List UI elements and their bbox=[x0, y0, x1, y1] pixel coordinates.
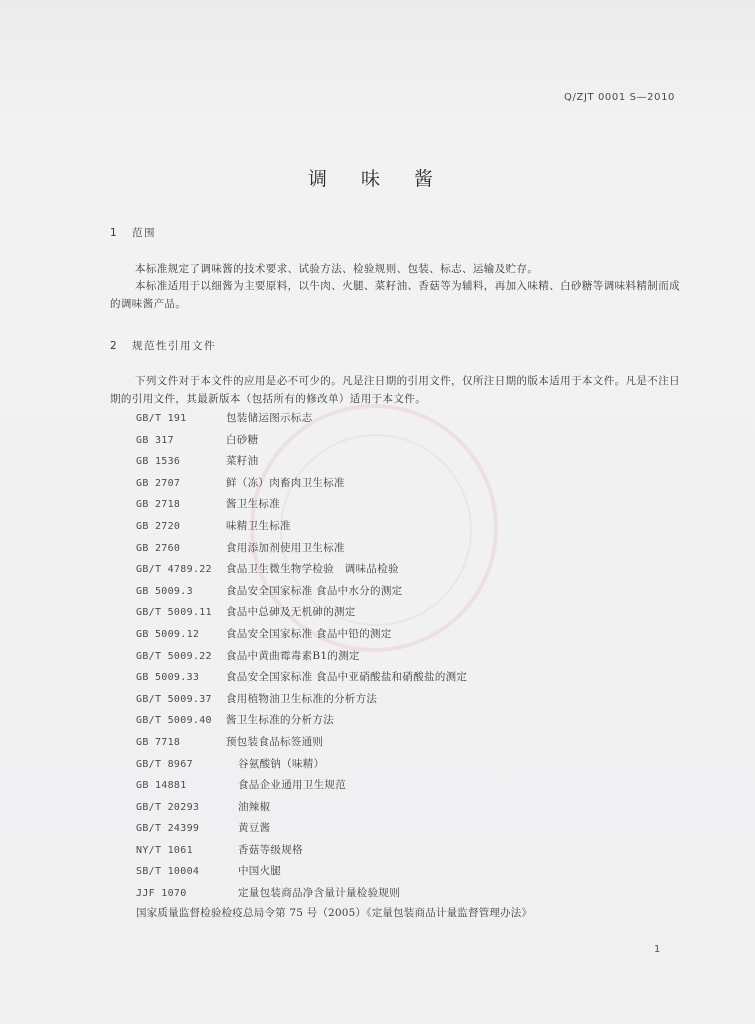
reference-name: 鲜（冻）肉畜肉卫生标准 bbox=[226, 476, 345, 489]
reference-code: GB 317 bbox=[136, 434, 174, 446]
reference-name: 预包装食品标签通则 bbox=[226, 735, 324, 748]
reference-item bbox=[136, 473, 676, 495]
section-title: 规范性引用文件 bbox=[132, 340, 216, 352]
reference-item bbox=[136, 538, 676, 560]
reference-name: 包装储运图示标志 bbox=[226, 412, 313, 424]
scope-text-2: 本标准适用于以细酱为主要原料，以牛肉、火腿、菜籽油、香菇等为辅料，再加入味精、白砂糖等调味料精制而成的调味酱产品。 bbox=[110, 280, 680, 310]
reference-code: NY/T 1061 bbox=[136, 844, 193, 856]
reference-name: 味精卫生标准 bbox=[226, 519, 291, 532]
reference-item bbox=[136, 494, 676, 516]
reference-item bbox=[136, 710, 676, 732]
reference-item bbox=[136, 559, 676, 581]
reference-code: JJF 1070 bbox=[136, 888, 187, 900]
reference-item bbox=[136, 430, 676, 452]
reference-code: GB 2718 bbox=[136, 499, 181, 511]
normative-reference-text: 下列文件对于本文件的应用是必不可少的。凡是注日期的引用文件，仅所注日期的版本适用于本文件。凡是不注日期的引用文件，其最新版本（包括所有的修改单）适用于本文件。 bbox=[110, 375, 680, 405]
section-heading-scope bbox=[110, 225, 156, 240]
reference-item bbox=[136, 451, 676, 473]
reference-item bbox=[136, 667, 676, 689]
reference-item bbox=[136, 775, 676, 797]
reference-code: GB/T 8967 bbox=[136, 758, 193, 770]
reference-item bbox=[136, 408, 676, 430]
reference-item bbox=[136, 624, 676, 646]
reference-code: SB/T 10004 bbox=[136, 866, 200, 878]
reference-code: GB 1536 bbox=[136, 456, 181, 468]
reference-code: GB/T 191 bbox=[136, 413, 187, 424]
reference-item bbox=[136, 689, 676, 711]
page-number: 1 bbox=[654, 944, 661, 955]
reference-code: GB 7718 bbox=[136, 736, 181, 748]
reference-name: 谷氨酸钠（味精） bbox=[238, 757, 325, 770]
reference-name: 食品安全国家标准 食品中铅的测定 bbox=[226, 627, 392, 640]
reference-name: 酱卫生标准 bbox=[226, 498, 280, 511]
reference-item bbox=[136, 797, 676, 819]
reference-item bbox=[136, 516, 676, 538]
scope-paragraph bbox=[110, 260, 684, 278]
reference-list bbox=[136, 408, 676, 905]
document-title: 调 味 酱 bbox=[307, 168, 448, 190]
reference-code: GB 5009.3 bbox=[136, 585, 193, 597]
reference-item bbox=[136, 840, 676, 862]
document-code: Q/ZJT 0001 S—2010 bbox=[564, 92, 675, 103]
reference-name: 食品企业通用卫生规范 bbox=[238, 779, 346, 792]
reference-code: GB/T 4789.22 bbox=[136, 564, 212, 576]
reference-name: 酱卫生标准的分析方法 bbox=[226, 714, 334, 727]
reference-name: 食品中黄曲霉毒素B1的测定 bbox=[226, 649, 360, 662]
reference-name: 食品卫生微生物学检验 调味品检验 bbox=[226, 563, 399, 576]
reference-code: GB/T 24399 bbox=[136, 823, 200, 835]
reference-code: GB/T 5009.40 bbox=[136, 715, 212, 727]
reference-code: GB/T 5009.37 bbox=[136, 693, 212, 705]
reference-code: GB 14881 bbox=[136, 780, 187, 792]
scope-text-1: 本标准规定了调味酱的技术要求、试验方法、检验规则、包装、标志、运输及贮存。 bbox=[135, 263, 539, 275]
reference-item bbox=[136, 602, 676, 624]
section-heading-normative-references bbox=[110, 338, 216, 353]
reference-item bbox=[136, 732, 676, 754]
reference-code: GB/T 20293 bbox=[136, 801, 200, 813]
normative-reference-paragraph bbox=[110, 372, 684, 408]
reference-code: GB 5009.33 bbox=[136, 672, 200, 684]
reference-name: 黄豆酱 bbox=[238, 822, 271, 835]
reference-name: 食品安全国家标准 食品中水分的测定 bbox=[226, 584, 403, 597]
reference-name: 香菇等级规格 bbox=[238, 843, 303, 856]
reference-name: 食用植物油卫生标准的分析方法 bbox=[226, 692, 378, 705]
reference-name: 中国火腿 bbox=[238, 865, 282, 878]
section-number: 1 bbox=[110, 227, 119, 239]
application-paragraph bbox=[110, 277, 684, 313]
reference-code: GB 2760 bbox=[136, 542, 181, 554]
reference-code: GB 2707 bbox=[136, 477, 181, 489]
reference-item bbox=[136, 754, 676, 776]
reference-code: GB/T 5009.11 bbox=[136, 607, 212, 619]
reference-name: 油辣椒 bbox=[238, 800, 271, 813]
reference-item bbox=[136, 861, 676, 883]
reference-item bbox=[136, 883, 676, 905]
section-number: 2 bbox=[110, 340, 119, 352]
reference-name: 食用添加剂使用卫生标准 bbox=[226, 541, 345, 554]
reference-name: 定量包装商品净含量计量检验规则 bbox=[238, 887, 400, 900]
reference-name: 菜籽油 bbox=[226, 455, 259, 468]
reference-item bbox=[136, 646, 676, 668]
reference-item bbox=[136, 581, 676, 603]
reference-name: 白砂糖 bbox=[226, 433, 259, 446]
regulation-reference: 国家质量监督检验检疫总局令第 75 号（2005）《定量包装商品计量监督管理办法》 bbox=[136, 907, 533, 919]
reference-name: 食品安全国家标准 食品中亚硝酸盐和硝酸盐的测定 bbox=[226, 671, 468, 684]
reference-code: GB 5009.12 bbox=[136, 628, 200, 640]
reference-code: GB 2720 bbox=[136, 520, 181, 532]
reference-item bbox=[136, 818, 676, 840]
section-title: 范围 bbox=[132, 227, 156, 239]
reference-name: 食品中总砷及无机砷的测定 bbox=[226, 606, 356, 619]
reference-code: GB/T 5009.22 bbox=[136, 650, 212, 662]
